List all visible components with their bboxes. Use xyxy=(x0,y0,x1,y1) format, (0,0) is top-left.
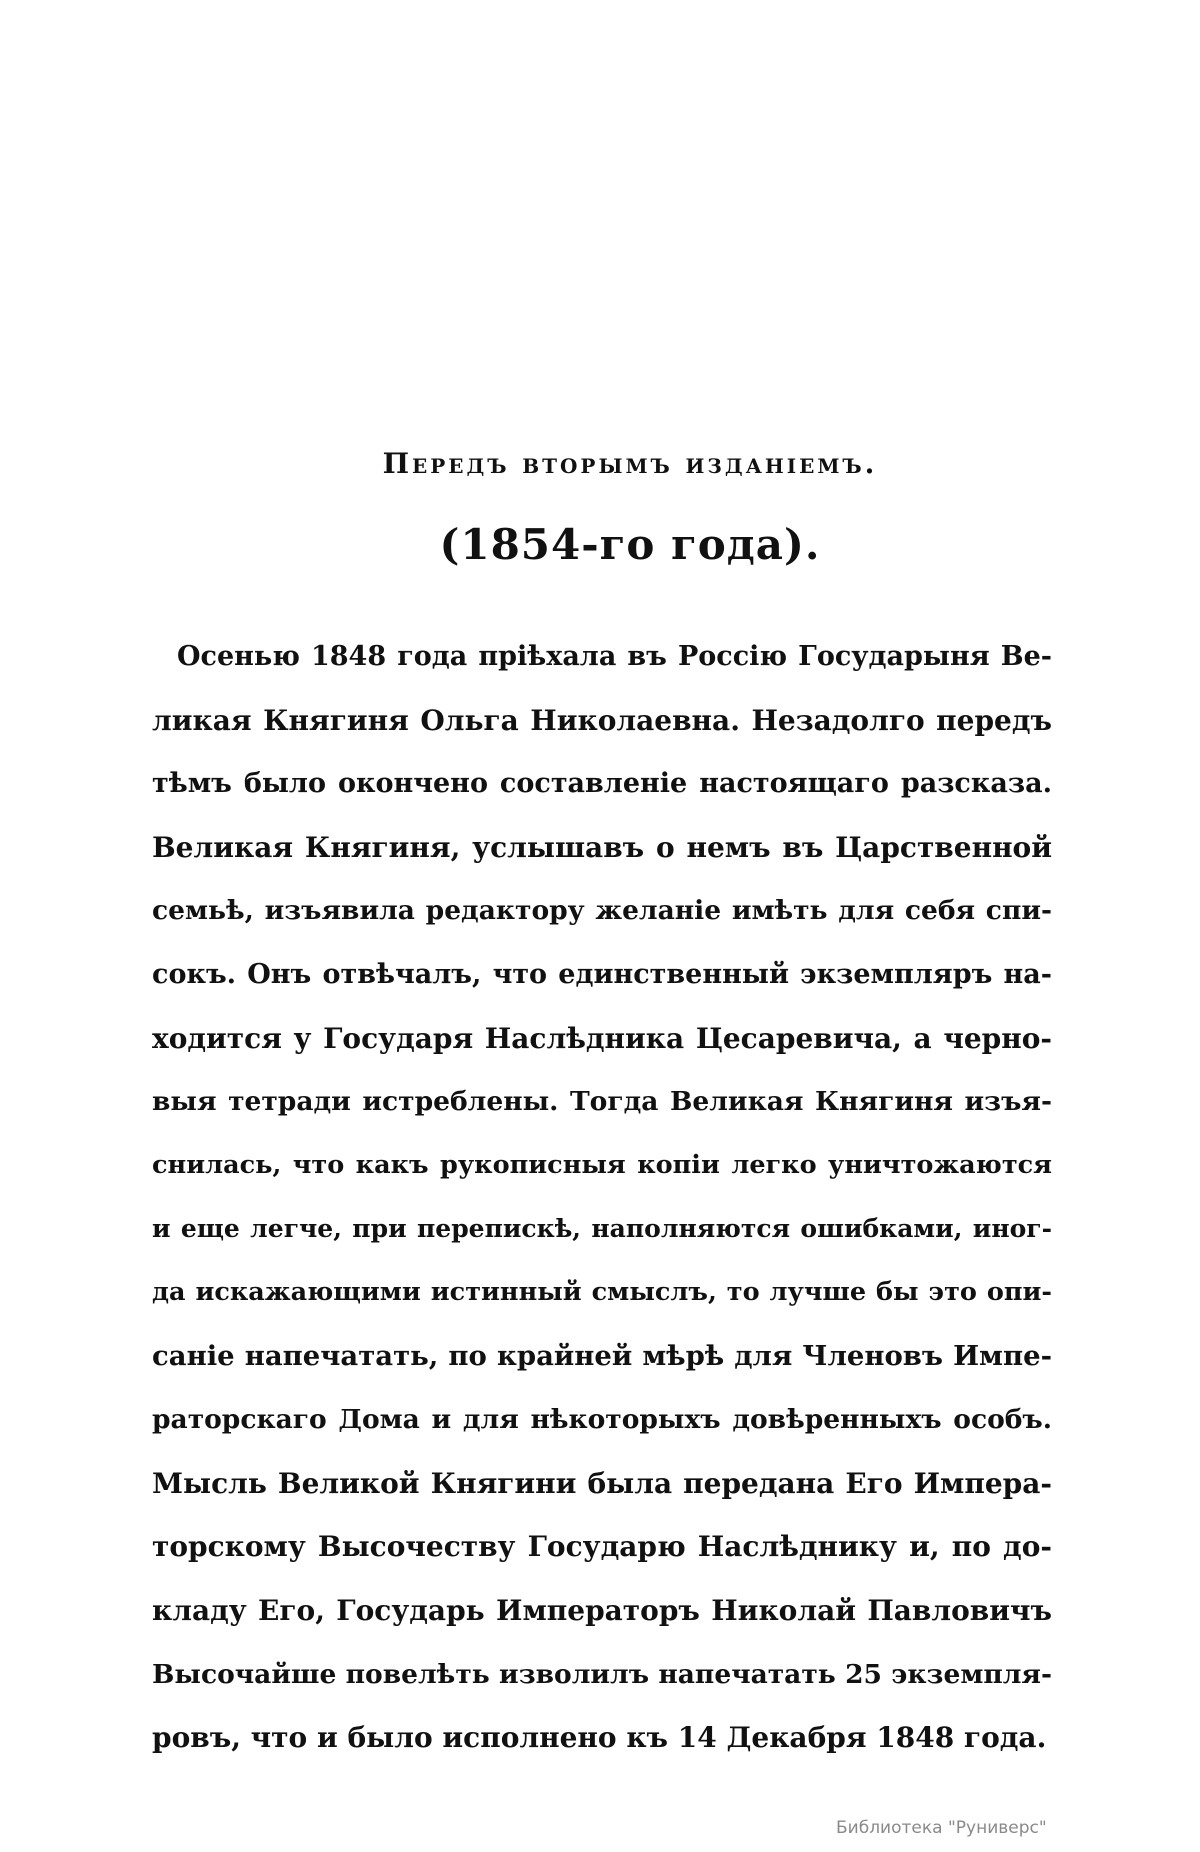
text-line: торскому Высочеству Государю Наслѣднику и, по до- xyxy=(152,1530,1052,1564)
section-title: Передъ вторымъ изданіемъ. xyxy=(382,447,878,480)
text-line: Великая Княгиня, услышавъ о немъ въ Царственной xyxy=(152,830,1052,864)
body-paragraph xyxy=(152,625,1052,1770)
text-line: раторскаго Дома и для нѣкоторыхъ довѣренныхъ особъ. xyxy=(152,1404,1052,1436)
text-line: ровъ, что и было исполнено къ 14 Декабря 1848 года. xyxy=(152,1721,1047,1755)
text-line: да искажающими истинный смыслъ, то лучше бы это опи- xyxy=(152,1276,1052,1307)
text-line: ходится у Государя Наслѣдника Цесаревича, а черно- xyxy=(152,1021,1052,1055)
section-year: (1854-го года). xyxy=(439,520,821,569)
text-line: выя тетради истреблены. Тогда Великая Княгиня изъя- xyxy=(152,1086,1052,1118)
text-line: кладу Его, Государь Императоръ Николай Павловичъ xyxy=(152,1593,1052,1627)
text-line: и еще легче, при перепискѣ, наполняются ошибками, иног- xyxy=(152,1214,1052,1244)
text-line: семьѣ, изъявила редактору желаніе имѣть для себя спи- xyxy=(152,895,1052,927)
text-line: саніе напечатать, по крайней мѣрѣ для Членовъ Импе- xyxy=(152,1339,1052,1372)
text-line: Высочайше повелѣть изволилъ напечатать 25 экземпля- xyxy=(152,1658,1052,1690)
text-line: сокъ. Онъ отвѣчалъ, что единственный экземпляръ на- xyxy=(152,958,1052,990)
text-line: ликая Княгиня Ольга Николаевна. Незадолго передъ xyxy=(152,703,1052,737)
library-watermark: Библиотека "Руниверс" xyxy=(836,1818,1047,1838)
text-line: Мысль Великой Княгини была передана Его Импера- xyxy=(152,1466,1052,1500)
text-line: снилась, что какъ рукописныя копіи легко уничтожаются xyxy=(152,1149,1052,1180)
text-line: Осенью 1848 года пріѣхала въ Россію Государыня Ве- xyxy=(177,641,1052,672)
text-line: тѣмъ было окончено составленіе настоящаго разсказа. xyxy=(152,768,1052,800)
